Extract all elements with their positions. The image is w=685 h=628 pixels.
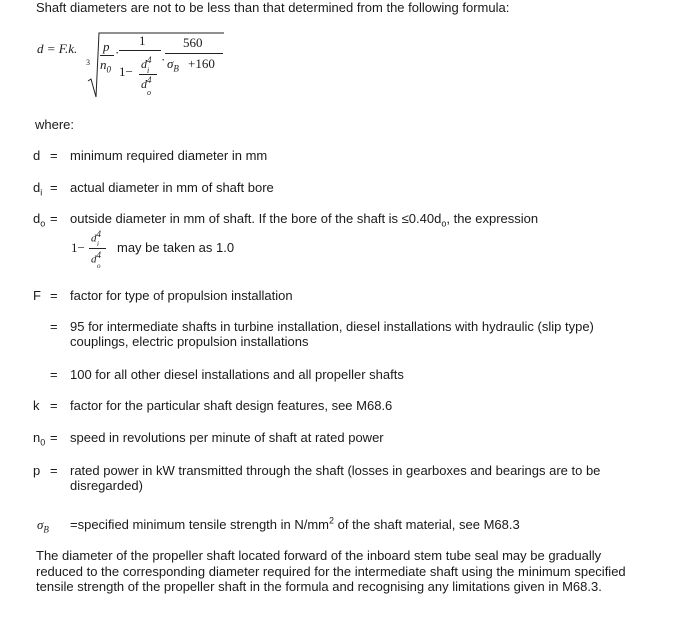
formula-dot-2: ·	[161, 52, 166, 67]
shaft-formula	[0, 0, 685, 110]
formula-do: $d^4$	[141, 75, 152, 91]
definition-text: actual diameter in mm of shaft bore	[70, 180, 274, 195]
definition-text: =specified minimum tensile strength in $N/mm^2$ of the shaft material, see M68.3	[70, 516, 520, 533]
expr-do-sub: o	[97, 262, 101, 270]
symbol-d: d	[33, 148, 41, 163]
symbol-sigma: $\sigma_B$	[37, 517, 49, 535]
symbol-p: p	[33, 463, 41, 478]
symbol-k: k	[33, 398, 40, 413]
fraction-line-p	[100, 55, 114, 56]
expr-one-minus: 1−	[71, 240, 85, 255]
root-index: 3	[86, 58, 90, 67]
definition-do: $d_o$ = outside diameter in mm of shaft. If the bore of the shaft is $\le 0.40d_o$, the expression	[33, 211, 653, 232]
formula-one-minus: 1−	[119, 64, 133, 79]
symbol-do: $d_o$	[33, 211, 46, 229]
definition-text: outside diameter in mm of shaft. If the bore of the shaft is $\le 0.40d_o$, the expression	[70, 211, 539, 229]
formula-do-sub: o	[147, 88, 151, 97]
definition-d: d = minimum required diameter in mm	[33, 148, 268, 163]
definition-text: minimum required diameter in mm	[70, 148, 268, 163]
expr-fraction-line	[89, 248, 106, 249]
symbol-F: F	[33, 288, 41, 303]
closing-paragraph: The diameter of the propeller shaft located forward of the inboard stem tube seal may be gradually reduced to the corresponding diameter required for the intermediate shaft using the minimum specified tensile strength of the propeller shaft in the formula and recognising any limitations given in M68.3.	[36, 548, 626, 594]
definition-p: p = rated power in kW transmitted through the shaft (losses in gearboxes and bearings are to be disregarded)	[33, 463, 653, 495]
expr-di: $d^4$	[91, 229, 101, 245]
formula-560: 560	[183, 35, 203, 50]
formula-n0: $n_0$	[100, 57, 111, 75]
definition-sigma	[33, 514, 653, 538]
fraction-line-one	[119, 50, 161, 51]
definition-di: $d_i$ = actual diameter in mm of shaft bore	[33, 180, 653, 201]
definition-text: 95 for intermediate shafts in turbine installation, diesel installations with hydraulic (slip type) couplings, electric propulsion installations	[70, 319, 594, 349]
where-label: where:	[35, 117, 75, 132]
intro-text: Shaft diameters are not to be less than that determined from the following formula:	[36, 0, 510, 15]
formula-one: 1	[139, 33, 146, 48]
definition-F-95: = 95 for intermediate shafts in turbine installation, diesel installations with hydraulic (slip type) couplings, electric propulsion installations	[33, 319, 653, 351]
definition-text: 100 for all other diesel installations and all propeller shafts	[70, 367, 404, 382]
expr-di-sub: i	[97, 240, 99, 248]
definition-text: rated power in kW transmitted through the shaft (losses in gearboxes and bearings are to be disregarded)	[70, 463, 601, 493]
formula-di-sub: i	[147, 66, 150, 75]
definition-F-100: = 100 for all other diesel installations and all propeller shafts	[50, 367, 404, 382]
definition-F: F = factor for type of propulsion installation	[33, 288, 293, 303]
definition-n0: $n_0$ = speed in revolutions per minute of shaft at rated power	[33, 430, 653, 451]
taken-as-text: may be taken as 1.0	[117, 240, 235, 255]
definition-text: speed in revolutions per minute of shaft at rated power	[70, 430, 384, 445]
symbol-di: $d_i$	[33, 180, 43, 198]
formula-dot-1: ·	[115, 45, 120, 60]
definition-text: factor for the particular shaft design features, see M68.6	[70, 398, 393, 413]
expr-do: $d^4$	[91, 250, 101, 266]
definition-k: k = factor for the particular shaft design features, see M68.6	[33, 398, 393, 413]
fraction-line-560	[165, 53, 223, 54]
definition-text: factor for type of propulsion installation	[70, 288, 293, 303]
formula-sigma: $\sigma_B$	[167, 56, 179, 74]
symbol-n0: $n_0$	[33, 430, 46, 448]
formula-lhs: d = F.k.	[37, 41, 78, 56]
formula-plus160: +160	[188, 56, 215, 71]
formula-di: $d^4$	[141, 55, 152, 71]
formula-p: p	[103, 39, 110, 54]
